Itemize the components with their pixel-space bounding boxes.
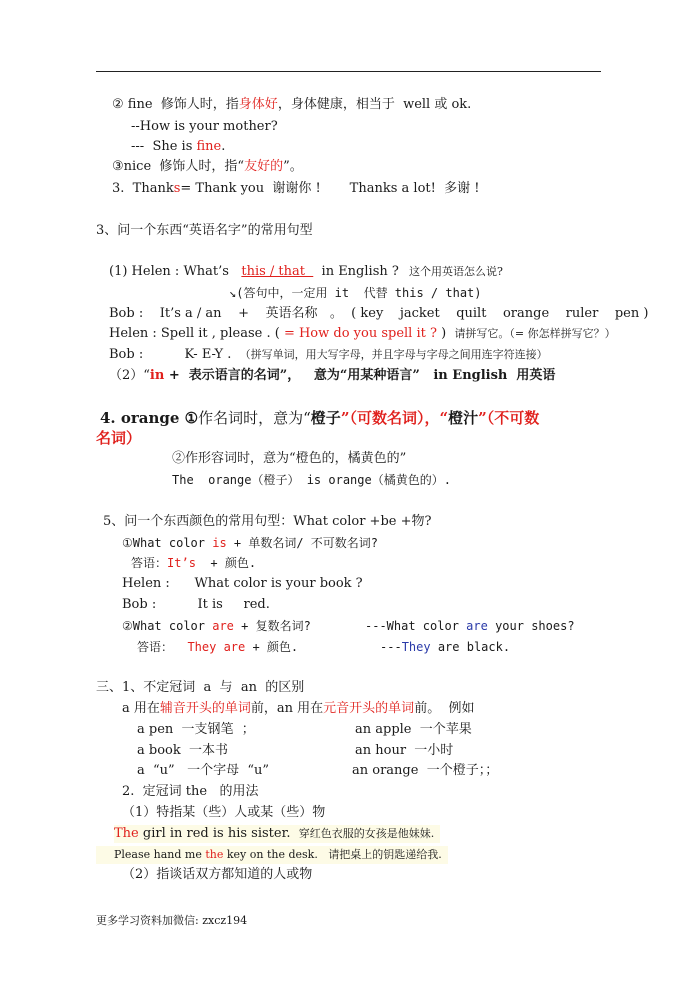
line-an-apple: an apple 一个苹果 [355,722,472,737]
line-bob-red: Bob : It is red. [122,597,270,612]
line-fine: ② fine 修饰人时，指身体好，身体健康，相当于 well 或 ok. [112,97,472,112]
line-girl-in-red: The girl in red is his sister. 穿红色衣服的女孩是他妹妹. [114,825,440,843]
line-in-language: （2）“in + 表示语言的名词”， 意为“用某种语言” in English 用英语 [109,368,556,383]
line-shoes-answer: ---They are black. [380,640,511,654]
line-nice: ③nice 修饰人时，指“友好的”。 [112,159,303,174]
line-both-know: （2）指谈话双方都知道的人或物 [122,867,313,882]
line-helen-whats-cn: 这个用英语怎么说? [409,265,503,278]
line-what-color-are: ②What color are + 复数名词? [122,619,311,633]
line-orange-noun: 4. orange ①作名词时，意为“橙子”（可数名词），“橙汁”（不可数 [100,409,540,427]
line-helen-whats: (1) Helen : What’s this / that in English ? [109,264,399,279]
line-hand-me-key: Please hand me the key on the desk. 请把桌上的钥匙递给我. [96,846,448,864]
line-orange-noun-cont: 名词） [96,429,142,447]
line-an-orange: an orange 一个橙子；； [352,763,499,778]
line-an-hour: an hour 一小时 [355,743,454,758]
line-what-color-is: ①What color is + 单数名词/ 不可数名词? [122,536,379,550]
line-orange-example: The orange（橙子） is orange（橘黄色的）. [172,473,451,487]
line-answer-its: 答语：It’s + 颜色. [131,556,257,570]
line-a-pen: a pen 一支钢笔 ； [137,722,255,737]
line-definite-article: 2. 定冠词 the 的用法 [122,784,259,799]
line-shoes-question: ---What color are your shoes? [365,619,575,633]
line-she-fine: --- She is fine. [131,139,226,154]
line-how-mother: --How is your mother? [131,119,278,134]
line-orange-adj: ②作形容词时，意为“橙色的，橘黄色的” [172,451,407,466]
line-bob-its: Bob : It’s a / an + 英语名称 。 ( key jacket quilt orange ruler pen ) [109,306,649,321]
header-rule [96,71,601,72]
line-a-an-rule: a 用在辅音开头的单词前，an 用在元音开头的单词前。 例如 [122,701,475,716]
section-heading-3: 3、问一个东西“英语名字”的常用句型 [96,223,313,238]
line-helen-spell: Helen : Spell it , please . ( = How do you spell it ? ) 请拼写它。（= 你怎样拼写它？） [109,326,616,341]
line-helen-book: Helen : What color is your book ? [122,576,363,591]
line-a-u: a “u” 一个字母 “u” [137,763,270,778]
line-answer-they: 答语： They are + 颜色. [137,640,299,654]
section-heading-5: 5、问一个东西颜色的常用句型：What color +be +物? [103,514,432,529]
footer-note: 更多学习资料加微信: zxcz194 [96,914,248,927]
section-heading-articles: 三、1、不定冠词 a 与 an 的区别 [96,680,305,695]
line-bob-key: Bob : K- E-Y . （拼写单词，用大写字母，并且字母与字母之间用连字符连接） [109,347,548,362]
line-answer-note: ↘(答句中，一定用 it 代替 this / that) [229,286,482,300]
line-thanks: 3. Thanks= Thank you 谢谢你 ! Thanks a lot! 多谢 ! [112,181,480,196]
line-specific: （1）特指某（些）人或某（些）物 [122,805,326,820]
line-a-book: a book 一本书 [137,743,229,758]
